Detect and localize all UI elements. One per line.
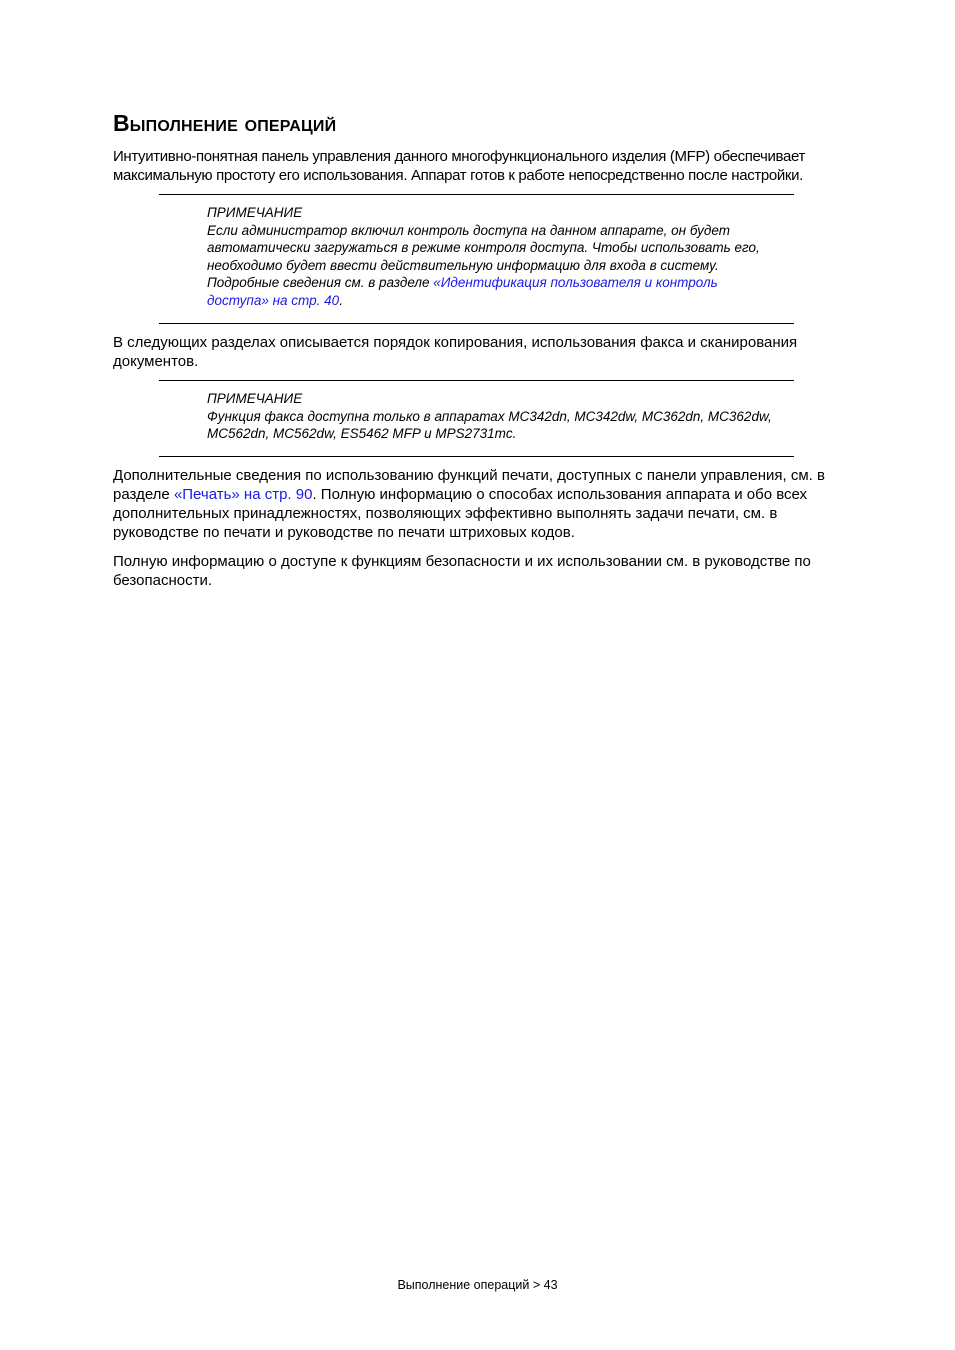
printing-text-continued: . Полную информацию о способах использования аппарата и обо всех дополнительных принадлежностях, позволяющих эффективно выполнять задачи печати, см. в руководстве по печати и руководстве по печати штриховых кодов. [113, 486, 808, 541]
access-control-note [159, 194, 794, 324]
sections-paragraph: В следующих разделах описывается порядок копирования, использования факса и сканирования документов. [113, 334, 798, 370]
security-paragraph: Полную информацию о доступе к функциям безопасности и их использовании см. в руководстве по безопасности. [113, 553, 811, 589]
note-text: Функция факса доступна только в аппаратах MC342dn, MC342dw, MC362dn, MC362dw, MC562dn, MC562dw, ES5462 MFP и MPS2731mc. [207, 408, 772, 442]
note-text: Если администратор включил контроль доступа на данном аппарате, он будет автоматически загружаться в режиме контроля доступа. Чтобы использовать его, необходимо будет ввести действительную информацию для входа в систему. Подробные сведения см. в разделе [207, 222, 760, 291]
printing-paragraph [113, 466, 848, 542]
user-auth-link[interactable]: «Идентификация пользователя и контроль доступа» на стр. 40 [207, 275, 718, 308]
fax-availability-note [159, 380, 794, 457]
note-label: ПРИМЕЧАНИЕ [207, 205, 303, 220]
note-content [207, 390, 777, 443]
page-footer: Выполнение операций > 43 [397, 1278, 558, 1292]
note-content [207, 204, 777, 310]
printing-text: Дополнительные сведения по использованию функций печати, доступных с панели управления, см. в разделе [113, 467, 825, 503]
note-label: ПРИМЕЧАНИЕ [207, 391, 303, 406]
intro-paragraph: Интуитивно-понятная панель управления данного многофункционального изделия (MFP) обеспечивает максимальную простоту его использования. Аппарат готов к работе непосредственно после настройки. [113, 148, 806, 184]
note-text-end: . [339, 292, 343, 308]
page-title: Выполнение операций [113, 110, 337, 136]
printing-link[interactable]: «Печать» на стр. 90 [173, 486, 313, 503]
